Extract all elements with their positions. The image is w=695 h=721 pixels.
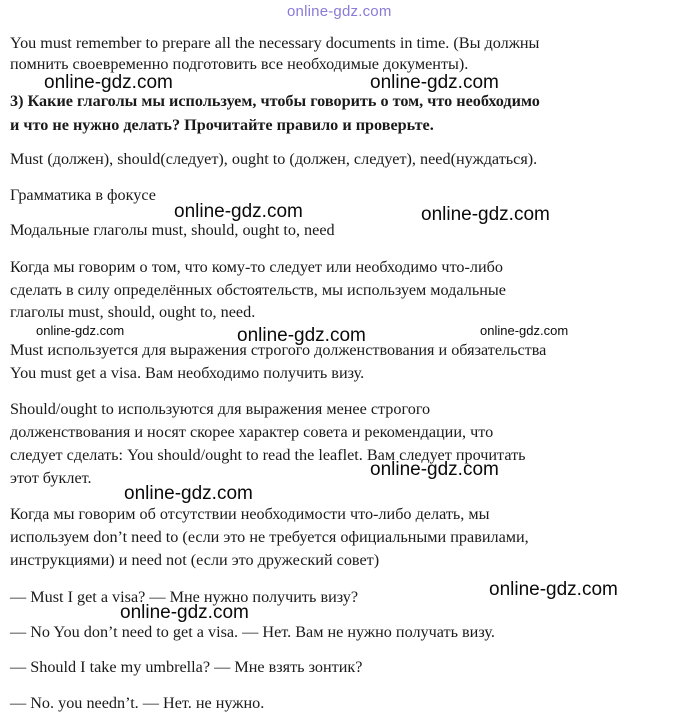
watermark: online-gdz.com bbox=[36, 323, 125, 338]
watermark: online-gdz.com bbox=[44, 72, 173, 93]
text-line: Грамматика в фокусе bbox=[10, 186, 156, 204]
text-line: используем don’t need to (если это не требуется официальными правилами, bbox=[10, 528, 529, 546]
text-line: Must используется для выражения строгого долженствования и обязательства bbox=[10, 341, 547, 359]
text-line: — No. you needn’t. — Нет. не нужно. bbox=[10, 694, 265, 712]
text-line: — Must I get a visa? — Мне нужно получить визу? bbox=[10, 588, 359, 606]
heading-line: 3) Какие глаголы мы используем, чтобы говорить о том, что необходимо bbox=[10, 92, 540, 110]
text-line: Когда мы говорим об отсутствии необходимости что-либо делать, мы bbox=[10, 505, 490, 523]
text-line: сделать в силу определённых обстоятельств, мы используем модальные bbox=[10, 281, 506, 299]
text-line: Should/ought to используются для выражения менее строгого bbox=[10, 400, 431, 418]
watermark: online-gdz.com bbox=[120, 602, 249, 623]
text-line: этот буклет. bbox=[10, 469, 92, 487]
watermark: online-gdz.com bbox=[370, 459, 499, 480]
text-line: следует сделать: You should/ought to read the leaflet. Вам следует прочитать bbox=[10, 446, 526, 464]
watermark-top: online-gdz.com bbox=[287, 3, 392, 20]
heading-line: и что не нужно делать? Прочитайте правило и проверьте. bbox=[10, 116, 434, 134]
text-line: — Should I take my umbrella? — Мне взять зонтик? bbox=[10, 658, 363, 676]
text-line: Must (должен), should(следует), ought to (должен, следует), need(нуждаться). bbox=[10, 150, 538, 168]
text-line: глаголы must, should, ought to, need. bbox=[10, 303, 256, 321]
text-line: инструкциями) и need not (если это дружеский совет) bbox=[10, 551, 380, 569]
text-line: — No You don’t need to get a visa. — Нет. Вам не нужно получать визу. bbox=[10, 623, 495, 641]
text-line: Когда мы говорим о том, что кому-то следует или необходимо что-либо bbox=[10, 258, 503, 276]
watermark: online-gdz.com bbox=[489, 579, 618, 600]
text-line: You must remember to prepare all the necessary documents in time. (Вы должны bbox=[10, 34, 540, 52]
watermark: online-gdz.com bbox=[480, 323, 569, 338]
watermark: online-gdz.com bbox=[421, 204, 550, 225]
text-line: долженствования и носят скорее характер совета и рекомендации, что bbox=[10, 423, 494, 441]
watermark: online-gdz.com bbox=[370, 72, 499, 93]
text-line: помнить своевременно подготовить все необходимые документы). bbox=[10, 55, 469, 73]
text-line: You must get a visa. Вам необходимо получить визу. bbox=[10, 364, 365, 382]
text-line: Модальные глаголы must, should, ought to, need bbox=[10, 221, 335, 239]
watermark: online-gdz.com bbox=[124, 483, 253, 504]
watermark: online-gdz.com bbox=[237, 325, 366, 346]
watermark: online-gdz.com bbox=[174, 201, 303, 222]
